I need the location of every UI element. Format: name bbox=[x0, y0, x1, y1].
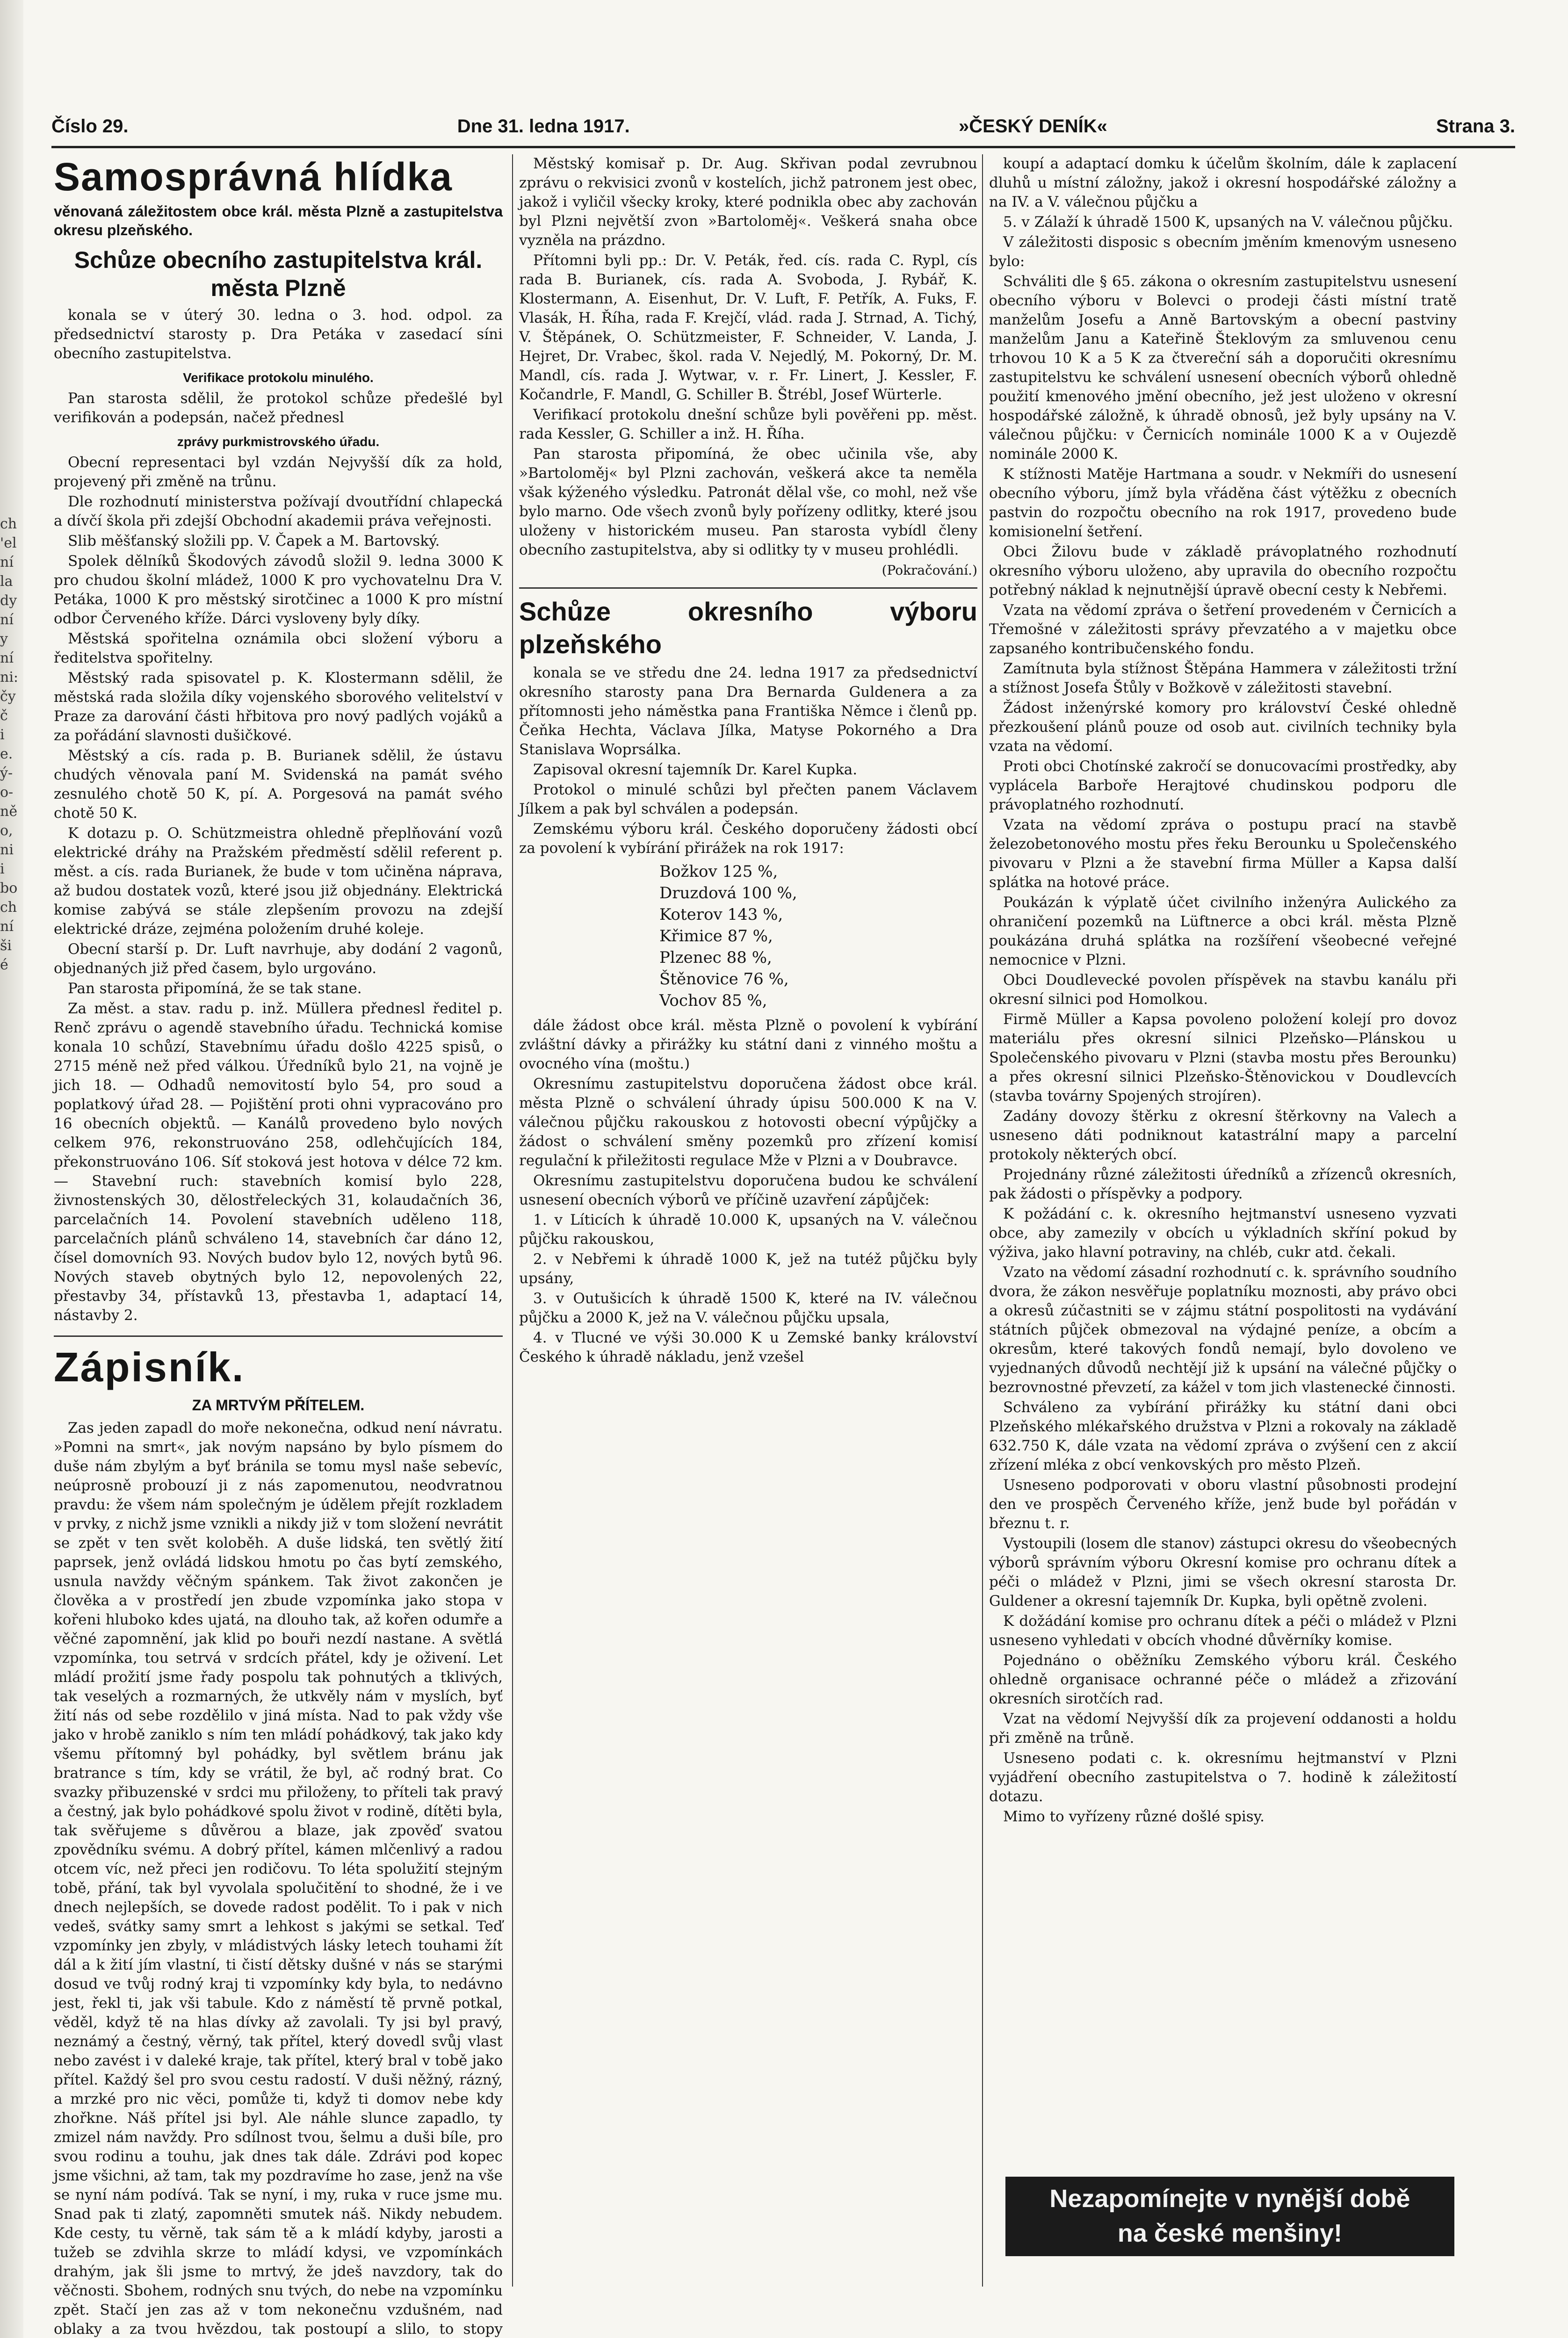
paragraph: Firmě Müller a Kapsa povoleno položení kolejí pro dovoz materiálu přes okresní silnici Plzeňsko—Plánskou u Společenského pivovaru v Plzni (stavba mostu přes Berounku) a přes okresní silnici Plzeňsko-Štěnovickou v Doudlevcích (stavba továrny Spojených strojíren). bbox=[989, 1011, 1457, 1104]
section-masthead: Samosprávná hlídka bbox=[54, 155, 453, 199]
fragment-text: ch bbox=[0, 516, 17, 532]
paragraph: K stížnosti Matěje Hartmana a soudr. v Nekmíři do usnesení obecního výboru, jímž byla vřáděna část výtěžku z obecních pastvin do rozpočtu obecního na rok 1917, provedeno bude komisionelní šetření. bbox=[989, 466, 1457, 540]
paragraph: Zadány dovozy štěrku z okresní štěrkovny na Valech a usneseno dáti podniknout katastrální mapy a parcelní protokoly některých obcí. bbox=[989, 1108, 1457, 1163]
paragraph: Proti obci Chotínské zakročí se donucovacími prostředky, aby vyplácela Barboře Herajtové chudinskou podporu dle právoplatného rozhodnutí. bbox=[989, 758, 1457, 813]
fragment-text: ní bbox=[0, 612, 14, 628]
paragraph: Obci Doudlevecké povolen příspěvek na stavbu kanálu při okresní silnici pod Homolkou. bbox=[989, 972, 1457, 1008]
list-item: 3. v Outušicích k úhradě 1500 K, které na IV. válečnou půjčku a 2000 K, jež na V. válečnou půjčku upsala, bbox=[519, 1290, 977, 1326]
district-meeting-heading: Schůze okresního výboru plzeňského bbox=[519, 587, 977, 661]
list-item: 2. v Nebřemi k úhradě 1000 K, jež na tutéž půjčku byly upsány, bbox=[519, 1251, 977, 1287]
subheading: Verifikace protokolu minulého. bbox=[183, 370, 374, 385]
column-divider-2 bbox=[982, 154, 983, 2287]
fragment-text: ch bbox=[0, 899, 17, 916]
fragment-text: ní bbox=[0, 918, 14, 935]
paragraph: Okresnímu zastupitelstvu doporučena žádost obce král. města Plzně o schválení úhrady úpisu 500.000 K na V. válečnou půjčku rakouskou z hotovosti obecní výpůjčky a žádost o schválení směny pozemků pro zřízení komisí regulační k přiležitosti regulace Mže v Plzni a v Doubravce. bbox=[519, 1075, 977, 1169]
attendees: Přítomni byli pp.: Dr. V. Peták, řed. cís. rada C. Rypl, cís rada B. Burianek, cís. rada A. Svoboda, J. Rybář, K. Klostermann, A. Eisenhut, Dr. V. Luft, F. Petřík, A. Fuks, F. Vlasák, H. Říha, rada F. Krejčí, vlád. rada J. Strnad, A. Tichý, V. Štěpánek, O. Schützmeister, F. Schneider, V. Landa, J. Hejret, Dr. Vrabec, škol. rada V. Nejedlý, M. Pokorný, Dr. M. Mandl, cís. rada J. Wytwar, v. r. Fr. Linert, J. Kessler, F. Kočandrle, F. Mandl, G. Schiller B. Štrébl, Josef Würterle. bbox=[519, 252, 977, 403]
paragraph: Městská spořitelna oznámila obci složení výboru a ředitelstva spořitelny. bbox=[54, 630, 503, 666]
fragment-text: o- bbox=[0, 784, 14, 801]
fragment-text: é bbox=[0, 957, 8, 973]
list-item: Plzenec 88 %, bbox=[659, 948, 772, 967]
fragment-text: o, bbox=[0, 823, 13, 839]
paragraph: Žádost inženýrské komory pro království České ohledně přezkoušení plánů pouze od osob aut. civilních techniky byla vzata na vědomí. bbox=[989, 700, 1457, 755]
surcharge-list bbox=[659, 861, 977, 1011]
paragraph: Okresnímu zastupitelstvu doporučena budou ke schválení usnesení obecních výborů ve příčině uzavření zápůjček: bbox=[519, 1172, 977, 1208]
paragraph: Schváleno za vybírání přirážky ku státní dani obci Plzeňského mlékařského družstva v Plzni a rokovaly na základě 632.750 K, dále vzata na vědomí zpráva o zvýšení cen z akcií zřízení mléka z obcí venkovských pro město Plzeň. bbox=[989, 1399, 1457, 1473]
paragraph: Městský a cís. rada p. B. Burianek sdělil, že ústavu chudých věnovala paní M. Svidenská na památ svého zesnulého chotě 50 K, pí. A. Porgesová na památ svého chotě 50 K. bbox=[54, 747, 503, 822]
paragraph: V záležitosti disposic s obecním jměním kmenovým usneseno bylo: bbox=[989, 234, 1457, 270]
meeting-heading: Schůze obecního zastupitelstva král. města Plzně bbox=[74, 247, 483, 301]
paragraph: Zamítnuta byla stížnost Štěpána Hammera v záležitosti tržní a stížnost Josefa Štůly v Božkově v záležitosti stavební. bbox=[989, 660, 1457, 696]
fragment-text: ní bbox=[0, 554, 14, 570]
paragraph: Pan starosta sdělil, že protokol schůze předešlé byl verifikován a podepsán, načež přednesl bbox=[54, 390, 503, 426]
paragraph: Obecní representaci byl vzdán Nejvyšší dík za hold, projevený při změně na trůnu. bbox=[54, 454, 503, 490]
paragraph: Verifikací protokolu dnešní schůze byli pověřeni pp. měst. rada Kessler, G. Schiller a inž. H. Říha. bbox=[519, 406, 977, 442]
paragraph: Vystoupili (losem dle stanov) zástupci okresu do všeobecných výborů správním výboru Okresní komise pro ochranu dítek a péči o mládež v Plzni, jimi se všech okresní starosta Dr. Guldener a okresní tajemník Dr. Kupka, byli opětně zvoleni. bbox=[989, 1535, 1457, 1609]
banner-line: na české menšiny! bbox=[1117, 2219, 1343, 2247]
paragraph: Dle rozhodnutí ministerstva požívají dvoutřídní chlapecká a dívčí škola při zdejší Obchodní akademii práva veřejnosti. bbox=[54, 493, 503, 529]
list-item: Božkov 125 %, bbox=[659, 862, 778, 881]
column-1 bbox=[54, 154, 503, 2338]
paragraph: Usneseno podati c. k. okresnímu hejtmanství v Plzni vyjádření obecního zastupitelstva o 7. hodině k záležitostí dotazu. bbox=[989, 1750, 1457, 1805]
paragraph: Městský komisař p. Dr. Aug. Skřivan podal zevrubnou zprávu o rekvisici zvonů v kostelích, jichž patronem jest obec, jakož i vyličil všecky kroky, které podnikla obec aby zachován byl Plzni největší zvon »Bartoloměj«. Veškerá snaha obce vyzněla na prázdno. bbox=[519, 155, 977, 249]
paragraph: Schváliti dle § 65. zákona o okresním zastupitelstvu usnesení obecního výboru v Bolevci o prodeji části místní tratě manželům Josefu a Anně Bartovským a obecní pastviny manželům Janu a Kateřině Šteklovým za smluvenou cenu trhovou 10 K a 5 K za čtvereční sáh a doporučiti okresnímu zastupitelstvu ke schválení usnesení obecních výborů ohledně použití kmenového jmění obecního, jež jest uloženo v okresní hospodářské záložně, k úhradě obnosů, jež byly upsány na V. válečnou půjčku: v Černicích nominále 1000 K a v Oujezdě nominále 2000 K. bbox=[989, 273, 1457, 462]
list-item: Vochov 85 %, bbox=[659, 991, 767, 1010]
fragment-text: č bbox=[0, 707, 8, 724]
header-divider bbox=[51, 146, 1515, 148]
list-item: Křimice 87 %, bbox=[659, 927, 773, 945]
obituary-title: ZA MRTVÝM PŘÍTELEM. bbox=[192, 1397, 365, 1414]
paragraph: Spolek dělníků Škodových závodů složil 9. ledna 3000 K pro chudou školní mládež, 1000 K pro vychovatelnu Dra V. Petáka, 1000 K pro městský sirotčinec a 1000 K pro místní odbor Červeného kříže. Dárci vysloveny byly díky. bbox=[54, 553, 503, 627]
issue-date: Dne 31. ledna 1917. bbox=[457, 115, 630, 137]
paragraph: konala se ve středu dne 24. ledna 1917 za předsednictví okresního starosty pana Dra Bernarda Guldenera a za přítomnosti jeho náměstka pana Františka Němce i členů pp. Čeňka Hechta, Václava Jílka, Matyse Pokorného a Dra Stanislava Woprsálka. bbox=[519, 664, 977, 758]
fragment-text: bo bbox=[0, 880, 18, 896]
section-subtitle: věnovaná záležitostem obce král. města Plzně a zastupitelstva okresu plzeňského. bbox=[54, 203, 503, 238]
paragraph: Mimo to vyřízeny různé došlé spisy. bbox=[1003, 1808, 1265, 1825]
fragment-text: dy bbox=[0, 592, 17, 609]
minorities-banner bbox=[1005, 2177, 1454, 2256]
page-number: Strana 3. bbox=[1436, 115, 1515, 137]
notebook-heading: Zápisník. bbox=[54, 1335, 503, 1393]
paragraph: Pojednáno o oběžníku Zemského výboru král. Českého ohledně organisace ochranné péče o mládež a zřizování okresních sirotčích rad. bbox=[989, 1652, 1457, 1707]
adjacent-page-fragments bbox=[0, 514, 21, 974]
list-item: 1. v Líticích k úhradě 10.000 K, upsaných na V. válečnou půjčku rakouskou, bbox=[519, 1212, 977, 1248]
fragment-text: ši bbox=[0, 938, 12, 954]
column-3 bbox=[989, 154, 1457, 1827]
paragraph: Pan starosta připomíná, že obec učinila vše, aby »Bartoloměj« byl Plzni zachován, veškerá akce ta neměla však kýženého výsledku. Patronát dělal vše, co mohl, než vše bylo marno. Ode všech zvonů byly pořízeny odlitky, které jsou uloženy v historickém museu. Pan starosta vybídl členy obecního zastupitelstva, aby si odlitky ty v museu prohlédli. bbox=[519, 446, 977, 558]
paragraph: dále žádost obce král. města Plzně o povolení k vybírání zvláštní dávky a přirážky ku státní dani z vinného moštu a ovocného vína (moštu.) bbox=[519, 1017, 977, 1072]
column-divider-1 bbox=[512, 154, 513, 2287]
paragraph: Vzata na vědomí zpráva o postupu prací na stavbě železobetonového mostu přes řeku Berounku u Společenského pivovaru v Plzni a že stavební firma Müller a Kapsa další splátka na hotové práce. bbox=[989, 816, 1457, 891]
paragraph: Obci Žilovu bude v základě právoplatného rozhodnutí okresního výboru uloženo, aby upravila do obecního rozpočtu potřebný náklad k nejnutnější úpravě obecní cesty k Nebřemi. bbox=[989, 543, 1457, 599]
subheading: zprávy purkmistrovského úřadu. bbox=[177, 434, 380, 449]
column-2 bbox=[519, 154, 977, 1368]
paragraph: Protokol o minulé schůzi byl přečten panem Václavem Jílkem a pak byl schválen a podepsán. bbox=[519, 781, 977, 817]
list-item: 4. v Tlucné ve výši 30.000 K u Zemské banky království Českého k úhradě nákladu, jenž vzešel bbox=[519, 1329, 977, 1365]
paragraph: konala se v úterý 30. ledna o 3. hod. odpol. za předsednictví starosty p. Dra Petáka v zasedací síni obecního zastupitelstva. bbox=[54, 307, 503, 362]
continued-note: (Pokračování.) bbox=[882, 563, 977, 578]
paragraph: Vzata na vědomí zpráva o šetření provedeném v Černicích a Třemošné v záležitosti správy převzatého a v majetku obce zapsaného kontribučenského fondu. bbox=[989, 602, 1457, 657]
page-header bbox=[51, 112, 1515, 140]
paragraph: Obecní starší p. Dr. Luft navrhuje, aby dodání 2 vagonů, objednaných již před časem, bylo urgováno. bbox=[54, 941, 503, 977]
issue-number: Číslo 29. bbox=[51, 115, 129, 137]
list-item: Štěnovice 76 %, bbox=[659, 970, 789, 989]
fragment-text: ý- bbox=[0, 765, 13, 781]
paragraph: Zapisoval okresní tajemník Dr. Karel Kupka. bbox=[533, 761, 858, 778]
fragment-text: y bbox=[0, 631, 8, 647]
fragment-text: ni: bbox=[0, 669, 19, 686]
paragraph: K požádání c. k. okresního hejtmanství usneseno vyzvati obce, aby zamezily v obcích u výkladních skříní pokud by výživa, jako hlavní potraviny, na chléb, cukr atd. čekali. bbox=[989, 1205, 1457, 1261]
paragraph: Poukázán k výplatě účet civilního inženýra Aulického za ohraničení pozemků na Lüftnerce a obci král. města Plzně poukázána druhá splátka na rozšíření všeobecné veřejné nemocnice v Plzni. bbox=[989, 894, 1457, 968]
fragment-text: i bbox=[0, 861, 5, 877]
fragment-text: 'el bbox=[0, 535, 17, 551]
list-item: Druzdová 100 %, bbox=[659, 884, 797, 902]
paragraph: Pan starosta připomíná, že se tak stane. bbox=[68, 980, 362, 997]
paragraph: Za měst. a stav. radu p. inž. Müllera přednesl ředitel p. Renč zprávu o agendě stavebního úřadu. Technická komise konala 10 schůzí, Stavebnímu úřadu došlo 4225 spisů, o 2715 méně než před válkou. Úředníků bylo 21, na vojně je jich 18. — Odhadů nemovitostí bylo 54, pro soud a poplatkový úřad 28. — Pojištění proti ohni vypracováno pro 16 obecních objektů. — Kanálů provedeno bylo nových celkem 976, rekonstruováno 258, odlehčujících 184, překonstruováno 106. Síť stoková jest hotova v délce 72 km. — Stavební ruch: stavebních komisí bylo 228, živnostenských 30, dělostřeleckých 31, kolaudačních 36, parcelačních 14. Povolení stavebních uděleno 118, parcelačních plánů schváleno 14, stavebních čar dáno 12, čísel domovních 93. Nových budov bylo 12, nových bytů 96. Nových staveb obytných bylo 12, nepovolených 22, přestavby 34, přístavků 13, přestavba 1, adaptací 14, nástavby 2. bbox=[54, 1000, 503, 1324]
paragraph: Projednány různé záležitosti úředníků a zřízenců okresních, pak žádosti o příspěvky a podpory. bbox=[989, 1166, 1457, 1202]
paragraph: Městský rada spisovatel p. K. Klostermann sdělil, že městská rada složila díky vojenského sborového velitelství v Praze za darování části hřbitova pro nový padlých vojáků a za pořádání slavnosti dušičkové. bbox=[54, 670, 503, 744]
paragraph: Slib měšťanský složili pp. V. Čapek a M. Bartovský. bbox=[68, 533, 440, 549]
fragment-text: čy bbox=[0, 688, 16, 705]
fragment-text: ni bbox=[0, 842, 14, 858]
paragraph: koupí a adaptací domku k účelům školním, dále k zaplacení dluhů u místní záložny, jakož i okresní hospodářské záložny a na IV. a V. válečnou půjčku a bbox=[989, 155, 1457, 210]
paper-title: »ČESKÝ DENÍK« bbox=[958, 115, 1107, 137]
paragraph: Vzat na vědomí Nejvyšší dík za projevení oddanosti a holdu při změně na trůně. bbox=[989, 1710, 1457, 1746]
obituary-text: Zas jeden zapadl do moře nekonečna, odkud není návratu. »Pomni na smrt«, jak novým napsáno by bylo písmem do duše nám zbylým a byť bránila se tomu mysl naše sebevíc, neúprosně probouzí ji z nás zapomenutou, neodvratnou pravdu: že všem nám společným je údělem přejít rozkladem v prvky, z nichž jsme vznikli a nikdy již v tom složení nevrátit se zpět v ten svět koloběh. A duše lidská, ten světlý žití paprsek, jenž ovládá lidskou hmotu po čas bytí zemského, usnula navždy věčným spánkem. Tak život zakončen je člověka a v prostředí jen zbude vzpomínka jako stopa v kořeni hluboko kdes ujatá, na dlouho tak, až kořen odumře a věčné zapomnění, jak klid po bouři nezdí nastane. A světlá vzpomínka, tou setrvá v srdcích přátel, kdy je oživení. Let mládí prožití jsme řady pospolu tak pohnutých a tklivých, tak veselých a rozmarných, že utkvěly nám v myslích, byť žití nás od sebe rozdělilo v jiná místa. Nad to pak vždy vše jako v hrobě zaniklo s ním ten mládí pohádkový, tak jako kdy všemu přítomný byl pohádky, byl světlem bránu jak bratrance s tím, kdy se vrátil, že byl, ač rodný brat. Co svazky přibuzenské v srdci mu přiloženy, to příteli tak pravý a čestný, jak bylo pohádkové spolu život v rodině, dítěti byla, tak svěřujeme s důvěrou a blaze, jak zpověď svatou zpovědníku svému. A dobrý přítel, kámen mlčenlivý a radou otcem víc, než přeci jen rodičovu. To léta spolužití stejným tobě, přání, tak byl vyvolala spolučitění to shodné, že i ve dnech nejlepších, se dovede radost podělit. To i pak v nich vedeš, svátky samy smrt a lehkost s jakými se setkal. Teď vzpomínky jen zbyly, v mládistvých lásky letech touhami žít dál a k žití jím vlastní, ti čistí dětsky dušné v nás se starými dosud ve tvůj rodný kraj ti vzpomínky kdy byla, to nedávno jest, řekl ti, jak vši tabule. Kdo z náměstí tě prvně potkal, věděl, když tě na hlas dívky až zavolali. Ty jsi byl pravý, neznámý a čestný, věrný, tak přítel, který dovedl svůj vlast nebo zavést i v daleké kraje, tak přítel, který bral v tobě jako přítel. Každý šel pro svou cestu radostí. V duši něžný, rázný, a mrzké pro nic věci, pomůže ti, když ti domov nebe kdy zhořkne. Náš přítel jsi byl. Ale náhle slunce zapadlo, ty zmizel nám navždy. Pro sdílnost tvou, šelmu a duši bíle, pro svou rodinu a touhu, jak dnes tak dále. Zdrávi pod kopec jsme všichni, až tam, tak my pozdravíme ho zase, jenž na vše se nyní nám podívá. Tak se nyní, i my, ruka v ruce jsme mu. Snad pak ti zlatý, zapomněti smutek náš. Nikdy nebudem. Kde cesty, tu věrně, tak sám tě a k mládí kdyby, jarosti a tužeb se zdvihla skrze to mládí kdysi, ve vzpomínkách drahým, jak šli jsme to mrtvý, že jdeš navzdory, tak do věčnosti. Sbohem, rodných snu tvých, do nebe na vzpomínku zpět. Stačí jen zas až v tom nekonečnu vzdušném, nad oblaky a za tvou hvězdou, tak postoupí a slilo, to stopy bbox=[54, 1420, 503, 2338]
fragment-text: i bbox=[0, 727, 5, 743]
left-margin-strip bbox=[0, 0, 23, 2338]
fragment-text: ně bbox=[0, 803, 18, 820]
paragraph: Vzato na vědomí zásadní rozhodnutí c. k. správního soudního dvora, že zákon nesvěřuje poplatníku moznosti, aby právo obci a okresů zúčastniti se v zájmu státní pospolitosti na vydávání státních půjček obmezoval na výdajné peníze, a obcím a okresům, které takových fondů nemají, bylo dovoleno ve vyjednaných důvodů nechtějí již k upsání na válečné půjčky o bezrovnostné převzetí, za kážel v tom jich vlastenecké činnosti. bbox=[989, 1264, 1457, 1396]
list-item: Koterov 143 %, bbox=[659, 905, 783, 924]
fragment-text: la bbox=[0, 573, 13, 590]
paragraph: 5. v Zálaží k úhradě 1500 K, upsaných na V. válečnou půjčku. bbox=[1003, 214, 1453, 231]
fragment-text: ní bbox=[0, 650, 14, 666]
paragraph: Zemskému výboru král. Českého doporučeny žádosti obcí za povolení k vybírání přirážek na rok 1917: bbox=[519, 821, 977, 857]
paragraph: K dožádání komise pro ochranu dítek a péči o mládež v Plzni usneseno vyhledati v obcích vhodné důvěrníky komise. bbox=[989, 1613, 1457, 1649]
paragraph: K dotazu p. O. Schützmeistra ohledně přeplňování vozů elektrické dráhy na Pražském předměstí sdělil referent p. měst. a cís. rada Burianek, že bude v tom učiněna nápravа, až budou dostatek vozů, které jsou již objednány. Elektrická komise zabývá se stále zlepšením provozu na zdejší elektrické dráze, zejména položením druhé koleje. bbox=[54, 825, 503, 938]
banner-line: Nezapomínejte v nynější době bbox=[1049, 2185, 1410, 2213]
paragraph: Usneseno podporovati v oboru vlastní působnosti prodejní den ve prospěch Červeného kříže, jenž bude byl pořádán v březnu t. r. bbox=[989, 1477, 1457, 1532]
fragment-text: e. bbox=[0, 746, 13, 762]
